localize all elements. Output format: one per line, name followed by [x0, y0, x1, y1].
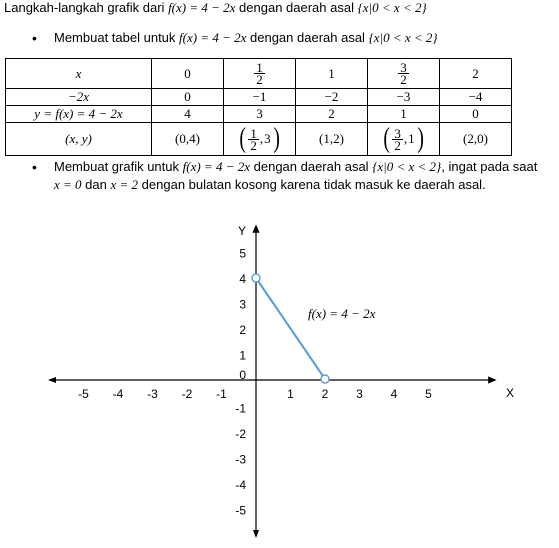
origin-label: 0	[239, 368, 246, 382]
bullet1-text: Membuat tabel untuk	[54, 30, 176, 45]
bullet2-dan: dan	[85, 177, 107, 192]
row-label-y: y = f(x) = 4 − 2x	[6, 106, 152, 123]
intro-function: f(x) = 4 − 2x	[168, 0, 236, 15]
row-label-points: (x, y)	[6, 123, 152, 156]
axes	[48, 228, 493, 538]
bullet2-text: Membuat grafik untuk	[54, 159, 180, 174]
cell-point-half: ( $\frac{1}{2}$ , 3 )	[224, 123, 296, 156]
cell-x-0: 0	[152, 59, 224, 89]
bullet2-rest: dengan bulatan kosong karena tidak masuk ke daerah asal.	[141, 177, 486, 192]
bullet2-domain-text: dengan daerah asal	[253, 159, 369, 174]
intro-domain-set: {x|0 < x < 2}	[357, 0, 427, 15]
intro-domain-text: dengan daerah asal	[239, 0, 354, 15]
y-tick-label: -3	[235, 452, 246, 467]
cell-neg2x-1: −1	[224, 89, 296, 106]
cell-y-4: 0	[440, 106, 512, 123]
y-axis-arrow-down	[253, 530, 259, 538]
tick-labels	[78, 247, 432, 518]
x-tick-label: -1	[216, 387, 227, 401]
y-tick-label: -4	[235, 478, 246, 492]
bullet2-domain-set: {x|0 < x < 2}	[372, 159, 442, 174]
x-tick-label: 5	[425, 387, 432, 401]
x-tick-label: 1	[287, 387, 294, 401]
y-tick-label: 3	[239, 297, 246, 312]
bullet2-x0: x = 0	[54, 177, 82, 192]
cell-point-0: (0,4)	[152, 123, 224, 156]
cell-point-1: (1,2)	[296, 123, 368, 156]
cell-y-3: 1	[368, 106, 440, 123]
row-label-neg2x: −2x	[6, 89, 152, 106]
bullet2-text-b: , ingat pada saat	[441, 159, 538, 174]
open-endpoint	[252, 274, 260, 282]
bullet-dot: •	[32, 30, 37, 46]
x-tick-label: -5	[78, 387, 89, 401]
x-tick-label: -4	[112, 387, 124, 401]
cell-point-threehalf: ( $\frac{3}{2}$ , 1 )	[368, 123, 440, 156]
y-tick-label: -2	[235, 427, 246, 441]
x-tick-label: 4	[390, 387, 398, 401]
bullet2-x2: x = 2	[110, 177, 139, 192]
cell-x-threehalf: $\frac{3}{2}$	[368, 59, 440, 89]
cell-y-1: 3	[224, 106, 296, 123]
cell-neg2x-3: −3	[368, 89, 440, 106]
x-tick-label: 3	[356, 387, 363, 401]
bullet2-function: f(x) = 4 − 2x	[182, 159, 250, 174]
x-tick-label: -3	[147, 387, 158, 401]
y-axis-label: Y	[238, 224, 247, 238]
row-label-x: x	[6, 59, 152, 89]
function-line	[256, 278, 325, 379]
y-tick-label: 4	[239, 272, 246, 286]
intro-text: Langkah-langkah grafik dari	[4, 0, 165, 15]
cell-x-2: 2	[440, 59, 512, 89]
cell-neg2x-2: −2	[296, 89, 368, 106]
cell-neg2x-4: −4	[440, 89, 512, 106]
x-axis-arrow-left	[48, 377, 56, 383]
cell-y-0: 4	[152, 106, 224, 123]
x-axis-label: X	[506, 386, 515, 400]
cell-y-2: 2	[296, 106, 368, 123]
cell-x-1: 1	[296, 59, 368, 89]
bullet-dot: •	[32, 159, 37, 175]
plot-segment	[252, 274, 329, 383]
y-tick-label: 5	[239, 246, 246, 261]
bullet1-function: f(x) = 4 − 2x	[179, 30, 247, 45]
y-tick-label: -5	[235, 503, 246, 518]
function-label: f(x) = 4 − 2x	[308, 306, 376, 321]
x-tick-label: 2	[321, 387, 329, 401]
bullet1-domain-text: dengan daerah asal	[250, 30, 365, 45]
open-endpoint	[321, 375, 329, 383]
cell-neg2x-0: 0	[152, 89, 224, 106]
cell-point-2: (2,0)	[440, 123, 512, 156]
y-tick-label: -1	[235, 401, 246, 416]
cell-x-half: $\frac{1}{2}$	[224, 59, 296, 89]
bullet1-domain-set: {x|0 < x < 2}	[368, 30, 438, 45]
y-tick-label: 1	[239, 348, 246, 363]
y-tick-label: 2	[239, 323, 246, 337]
x-tick-label: -2	[181, 387, 193, 401]
